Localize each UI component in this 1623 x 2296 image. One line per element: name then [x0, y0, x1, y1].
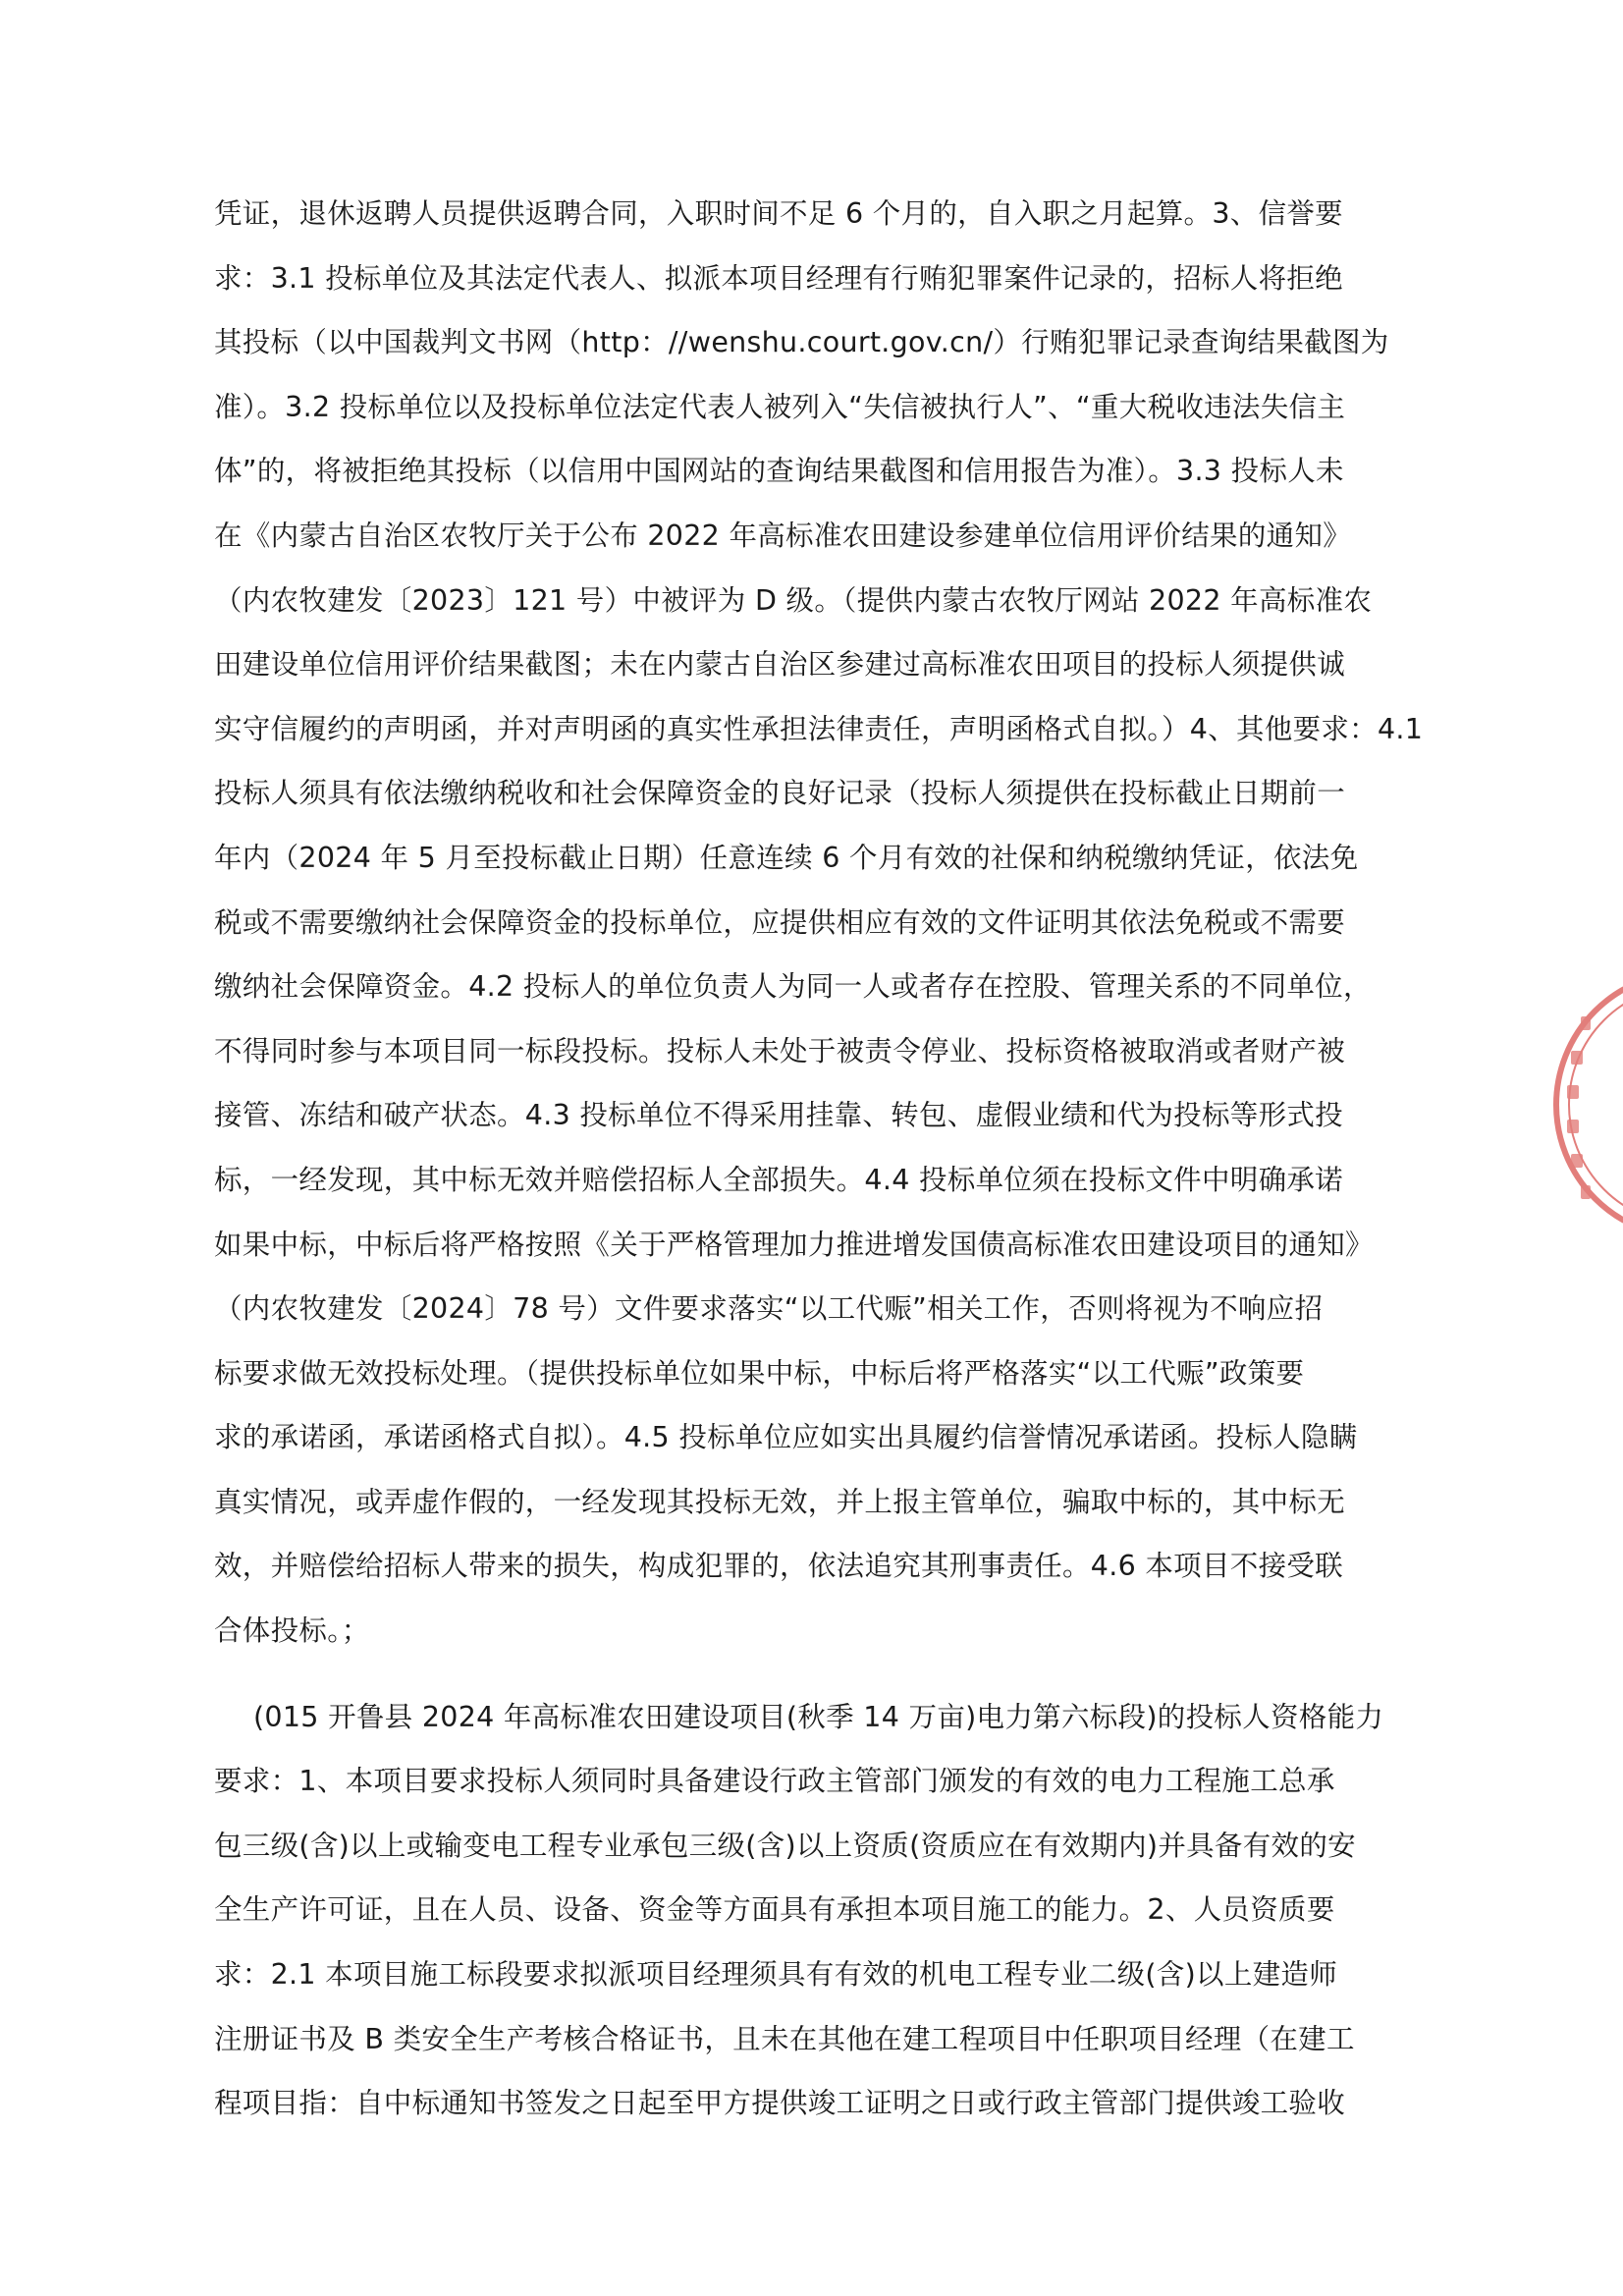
paragraph-gap: [214, 1664, 1363, 1685]
text-line-17: 如果中标，中标后将严格按照《关于严格管理加力推进增发国债高标准农田建设项目的通知》: [214, 1228, 1374, 1261]
text-line-27: 全生产许可证，且在人员、设备、资金等方面具有承担本项目施工的能力。2、人员资质要: [214, 1893, 1335, 1927]
text-line-12: 税或不需要缴纳社会保障资金的投标单位，应提供相应有效的文件证明其依法免税或不需要: [214, 905, 1346, 939]
document-body: [214, 182, 1424, 2136]
text-line-22: 效，并赔偿给招标人带来的损失，构成犯罪的，依法追究其刑事责任。4.6 本项目不接受联: [214, 1550, 1343, 1583]
text-line-30: 程项目指：自中标通知书签发之日起至甲方提供竣工证明之日或行政主管部门提供竣工验收: [214, 2087, 1346, 2120]
text-line-19: 标要求做无效投标处理。（提供投标单位如果中标，中标后将严格落实“以工代赈”政策要: [214, 1356, 1305, 1390]
text-line-5: 体”的，将被拒绝其投标（以信用中国网站的查询结果截图和信用报告为准）。3.3 投标人未: [214, 455, 1344, 488]
text-line-9: 实守信履约的声明函，并对声明函的真实性承担法律责任，声明函格式自拟。）4、其他要求：4.1: [214, 712, 1424, 745]
text-line-29: 注册证书及 B 类安全生产考核合格证书，且未在其他在建工程项目中任职项目经理（在建工: [214, 2022, 1355, 2055]
text-line-23: 合体投标。；: [214, 1614, 370, 1648]
text-line-7: （内农牧建发〔2023〕121 号）中被评为 D 级。（提供内蒙古农牧厅网站 2022 年高标准农: [214, 583, 1373, 617]
text-line-10: 投标人须具有依法缴纳税收和社会保障资金的良好记录（投标人须提供在投标截止日期前一: [214, 777, 1346, 810]
text-line-18: （内农牧建发〔2024〕78 号）文件要求落实“以工代赈”相关工作，否则将视为不响应招: [214, 1292, 1324, 1326]
text-line-8: 田建设单位信用评价结果截图；未在内蒙古自治区参建过高标准农田项目的投标人须提供诚: [214, 648, 1346, 682]
text-line-20: 求的承诺函，承诺函格式自拟）。4.5 投标单位应如实出具履约信誉情况承诺函。投标人隐瞒: [214, 1421, 1358, 1454]
text-line-28: 求：2.1 本项目施工标段要求拟派项目经理须具有有效的机电工程专业二级(含)以上建造师: [214, 1958, 1338, 1992]
text-line-14: 不得同时参与本项目同一标段投标。投标人未处于被责令停业、投标资格被取消或者财产被: [214, 1034, 1346, 1067]
text-line-16: 标，一经发现，其中标无效并赔偿招标人全部损失。4.4 投标单位须在投标文件中明确承诺: [214, 1163, 1343, 1196]
text-line-25: 要求：1、本项目要求投标人须同时具备建设行政主管部门颁发的有效的电力工程施工总承: [214, 1765, 1335, 1798]
text-line-2: 求：3.1 投标单位及其法定代表人、拟派本项目经理有行贿犯罪案件记录的，招标人将拒绝: [214, 261, 1343, 295]
text-line-3: 其投标（以中国裁判文书网（http：//wenshu.court.gov.cn/）行贿犯罪记录查询结果截图为: [214, 326, 1389, 359]
text-line-13: 缴纳社会保障资金。4.2 投标人的单位负责人为同一人或者存在控股、管理关系的不同单位，: [214, 970, 1372, 1004]
text-line-15: 接管、冻结和破产状态。4.3 投标单位不得采用挂靠、转包、虚假业绩和代为投标等形式投: [214, 1099, 1343, 1132]
red-seal-stamp-icon: [1542, 957, 1623, 1252]
text-line-11: 年内（2024 年 5 月至投标截止日期）任意连续 6 个月有效的社保和纳税缴纳凭证，依法免: [214, 841, 1359, 874]
text-line-4: 准）。3.2 投标单位以及投标单位法定代表人被列入“失信被执行人”、“重大税收违法失信主: [214, 390, 1346, 423]
text-line-26: 包三级(含)以上或输变电工程专业承包三级(含)以上资质(资质应在有效期内)并具备有效的安: [214, 1829, 1356, 1862]
text-line-21: 真实情况，或弄虚作假的，一经发现其投标无效，并上报主管单位，骗取中标的，其中标无: [214, 1485, 1346, 1518]
text-line-1: 凭证，退休返聘人员提供返聘合同，入职时间不足 6 个月的，自入职之月起算。3、信誉要: [214, 197, 1343, 230]
text-line-6: 在《内蒙古自治区农牧厅关于公布 2022 年高标准农田建设参建单位信用评价结果的通知》: [214, 519, 1352, 552]
text-line-24: (015 开鲁县 2024 年高标准农田建设项目(秋季 14 万亩)电力第六标段)的投标人资格能力: [253, 1700, 1384, 1733]
